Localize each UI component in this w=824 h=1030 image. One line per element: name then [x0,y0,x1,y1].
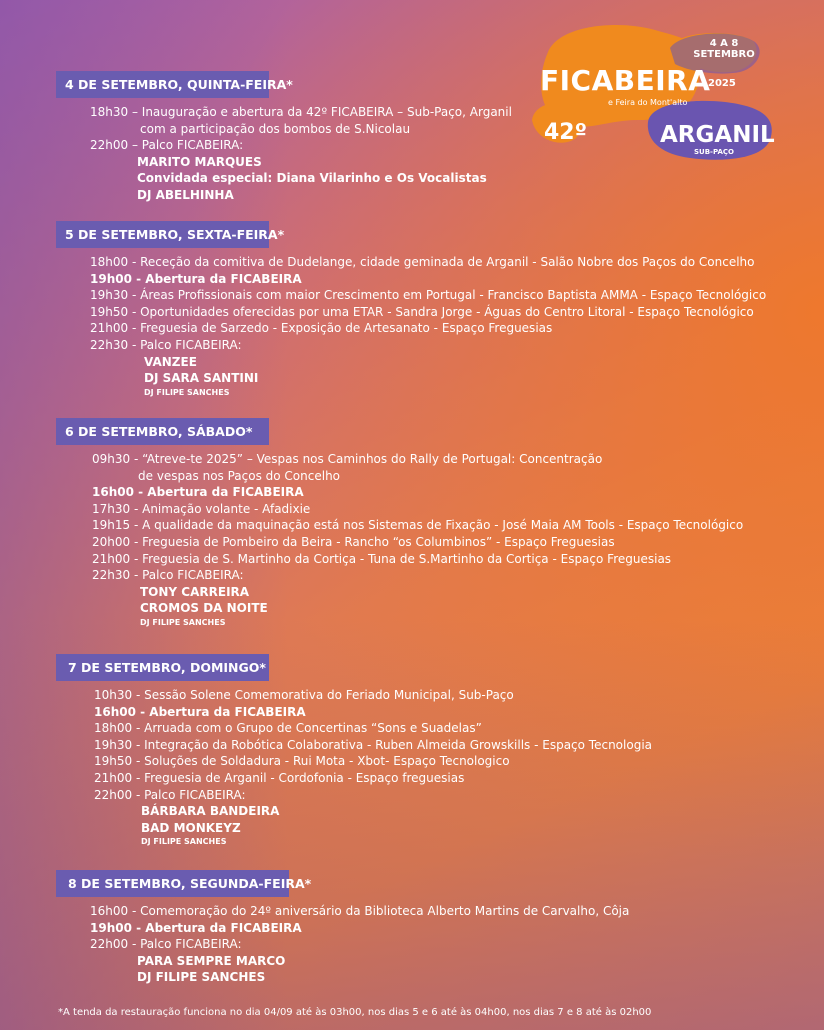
event-continuation: com a participação dos bombos de S.Nicolau [140,121,411,136]
logo-name: FICABEIRA [540,64,711,97]
act-name: DJ FILIPE SANCHES [137,970,266,985]
event-item: 10h30 - Sessão Solene Comemorativa do Feriado Municipal, Sub-Paço [94,688,514,702]
event-item: 19h50 - Oportunidades oferecidas por uma ETAR - Sandra Jorge - Águas do Centro Litoral - Espaço Tecnológico [90,304,754,319]
event-list [56,687,776,848]
act-name: BAD MONKEYZ [141,820,241,835]
event-item: 22h00 - Palco FICABEIRA: [90,937,242,952]
day-header: 6 DE SETEMBRO, SÁBADO* [56,418,269,445]
event-item: 22h00 – Palco FICABEIRA: [90,138,244,153]
act-name: Convidada especial: Diana Vilarinho e Os Vocalistas [137,171,487,186]
event-item: 18h00 - Receção da comitiva de Dudelange, cidade geminada de Arganil - Salão Nobre dos Paços do Concelho [90,255,755,269]
act-name: PARA SEMPRE MARCO [137,953,286,968]
act-name: DJ ABELHINHA [137,187,234,202]
event-item: 16h00 - Abertura da FICABEIRA [94,704,306,719]
event-list [56,903,776,986]
act-name: DJ FILIPE SANCHES [144,387,230,397]
event-item: 20h00 - Freguesia de Pombeiro da Beira - Rancho “os Columbinos” - Espaço Freguesias [92,534,615,549]
day-header: 4 DE SETEMBRO, QUINTA-FEIRA* [56,71,269,98]
event-text: 18h30 – Inauguração e abertura da 42º FICABEIRA – Sub-Paço, Arganil [90,105,512,119]
event-item: 16h00 - Comemoração do 24º aniversário da Biblioteca Alberto Martins de Carvalho, Côja [90,904,630,918]
event-item: 21h00 - Freguesia de Sarzedo - Exposição de Artesanato - Espaço Freguesias [90,321,553,336]
day-section-7-sep [56,654,776,848]
logo-parish: SUB-PAÇO [694,148,734,156]
event-item: 17h30 - Animação volante - Afadixie [92,501,311,516]
logo-city: ARGANIL [660,122,775,148]
event-item: 19h50 - Soluções de Soldadura - Rui Mota - Xbot- Espaço Tecnologico [94,754,510,769]
event-item: 21h00 - Freguesia de S. Martinho da Cortiça - Tuna de S.Martinho da Cortiça - Espaço Freguesias [92,551,672,566]
day-section-5-sep [56,221,776,399]
logo-dates [692,38,756,60]
event-item: 22h30 - Palco FICABEIRA: [90,337,242,352]
day-header: 8 DE SETEMBRO, SEGUNDA-FEIRA* [56,870,289,897]
logo-days: 4 A 8 [709,38,739,49]
event-item: 19h30 - Integração da Robótica Colaborativa - Ruben Almeida Growskills - Espaço Tecnologia [94,737,652,752]
event-list [56,104,776,204]
event-item: 19h30 - Áreas Profissionais com maior Crescimento em Portugal - Francisco Baptista AMMA - Espaço Tecnológico [90,288,767,303]
logo-month: SETEMBRO [693,49,755,60]
day-header: 7 DE SETEMBRO, DOMINGO* [56,654,269,681]
act-name: DJ FILIPE SANCHES [140,617,226,627]
act-name: TONY CARREIRA [140,584,250,599]
event-item: 18h00 - Arruada com o Grupo de Concertinas “Sons e Suadelas” [94,721,482,736]
event-item [90,104,776,137]
event-item: 19h00 - Abertura da FICABEIRA [90,271,302,286]
footnote: *A tenda da restauração funciona no dia 04/09 até às 03h00, nos dias 5 e 6 até às 04h00, nos dias 7 e 8 até às 02h00 [58,1007,652,1018]
act-name: DJ SARA SANTINI [144,371,259,386]
event-item: 21h00 - Freguesia de Arganil - Cordofonia - Espaço freguesias [94,770,465,785]
act-name: BÁRBARA BANDEIRA [141,804,280,819]
day-section-8-sep [56,870,776,986]
event-item: 22h30 - Palco FICABEIRA: [92,568,244,583]
event-item: 19h00 - Abertura da FICABEIRA [90,920,302,935]
event-item: 22h00 - Palco FICABEIRA: [94,787,246,802]
event-list [56,254,776,399]
act-name: MARITO MARQUES [137,154,262,169]
day-section-6-sep [56,418,776,629]
logo-year: 2025 [708,78,736,89]
event-continuation: de vespas nos Paços do Concelho [138,468,341,483]
event-text: 09h30 - “Atreve-te 2025” – Vespas nos Caminhos do Rally de Portugal: Concentração [92,452,603,466]
act-name: DJ FILIPE SANCHES [141,837,227,847]
day-section-4-sep [56,71,776,204]
day-header: 5 DE SETEMBRO, SEXTA-FEIRA* [56,221,269,248]
logo-subtitle: e Feira do Mont'alto [608,98,688,107]
act-name: VANZEE [144,354,197,369]
event-item [92,451,776,484]
event-item: 16h00 - Abertura da FICABEIRA [92,485,304,500]
logo-edition: 42º [544,120,588,145]
event-item: 19h15 - A qualidade da maquinação está nos Sistemas de Fixação - José Maia AM Tools - Espaço Tecnológico [92,518,744,533]
act-name: CROMOS DA NOITE [140,601,268,616]
event-list [56,451,776,629]
